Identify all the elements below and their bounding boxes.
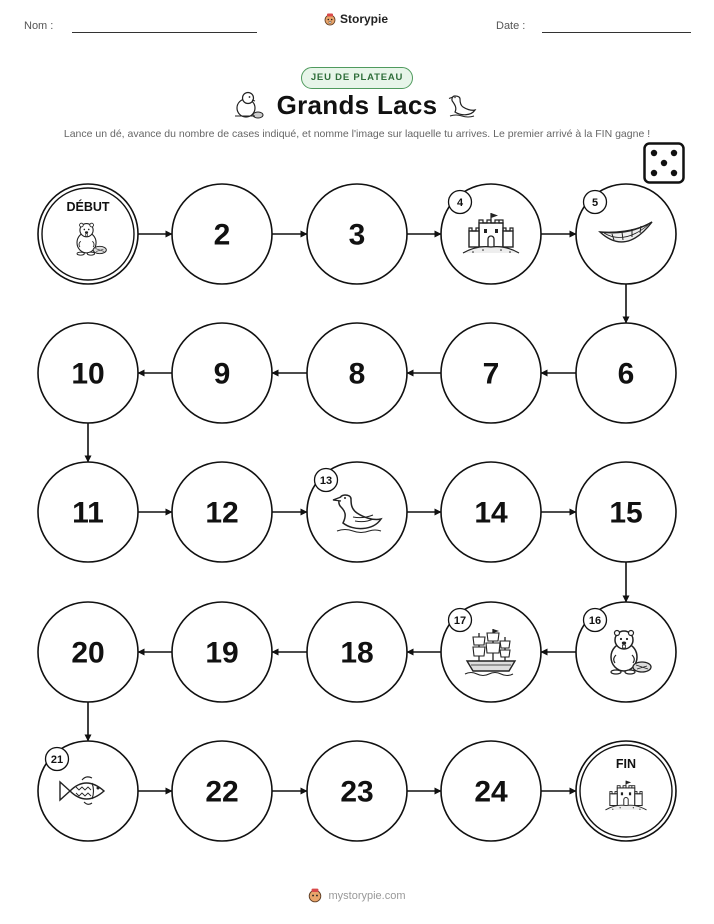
board-space-19[interactable] — [172, 602, 272, 702]
space-number: 18 — [340, 636, 374, 670]
board-space-11[interactable] — [38, 462, 138, 562]
space-number: 10 — [71, 357, 105, 391]
board-space-3[interactable] — [307, 184, 407, 284]
board-space-16[interactable] — [576, 602, 676, 702]
space-number: 13 — [319, 475, 333, 487]
space-number: 7 — [482, 357, 500, 391]
space-number: 5 — [591, 197, 599, 209]
storypie-logo-icon — [308, 888, 322, 903]
instructions: Lance un dé, avance du nombre de cases indiqué, et nomme l'image sur laquelle tu arrives. Le premier arrivé à la FIN gagne ! — [63, 128, 651, 140]
space-number: 24 — [474, 775, 508, 809]
board-space-7[interactable] — [441, 323, 541, 423]
footer — [0, 888, 714, 903]
space-number: 21 — [50, 754, 64, 766]
board-space-17[interactable] — [441, 602, 541, 702]
game-type-badge: JEU DE PLATEAU — [301, 67, 413, 89]
board-space-12[interactable] — [172, 462, 272, 562]
board-space-13[interactable] — [307, 462, 407, 562]
space-number: 11 — [72, 496, 104, 530]
board-space-9[interactable] — [172, 323, 272, 423]
space-number: 14 — [474, 496, 508, 530]
board-space-4[interactable] — [441, 184, 541, 284]
start-space[interactable] — [38, 184, 138, 284]
board-space-22[interactable] — [172, 741, 272, 841]
board-space-20[interactable] — [38, 602, 138, 702]
brand-name: Storypie — [340, 12, 389, 26]
space-number: 23 — [340, 775, 374, 809]
space-number: 16 — [588, 615, 602, 627]
space-number: 20 — [71, 636, 105, 670]
space-number: 22 — [205, 775, 239, 809]
page-title: Grands Lacs — [276, 90, 438, 120]
board-space-5[interactable] — [576, 184, 676, 284]
space-number: 8 — [348, 357, 366, 391]
board-space-18[interactable] — [307, 602, 407, 702]
board-space-14[interactable] — [441, 462, 541, 562]
board-space-15[interactable] — [576, 462, 676, 562]
board-space-8[interactable] — [307, 323, 407, 423]
space-number: 9 — [213, 357, 231, 391]
space-label: DÉBUT — [66, 200, 110, 214]
board-space-10[interactable] — [38, 323, 138, 423]
board-space-23[interactable] — [307, 741, 407, 841]
board-space-6[interactable] — [576, 323, 676, 423]
space-number: 19 — [205, 636, 239, 670]
space-number: 12 — [205, 496, 239, 530]
space-label: FIN — [615, 757, 637, 771]
board-space-24[interactable] — [441, 741, 541, 841]
space-number: 3 — [348, 218, 366, 252]
space-number: 15 — [609, 496, 643, 530]
date-label: Date : — [496, 20, 526, 32]
space-number: 6 — [617, 357, 635, 391]
space-number: 4 — [456, 197, 464, 209]
finish-space[interactable] — [576, 741, 676, 841]
space-number: 2 — [213, 218, 231, 252]
space-number: 17 — [453, 615, 467, 627]
board-space-2[interactable] — [172, 184, 272, 284]
name-label: Nom : — [24, 20, 54, 32]
footer-url: mystorypie.com — [328, 889, 406, 902]
board-space-21[interactable] — [38, 741, 138, 841]
